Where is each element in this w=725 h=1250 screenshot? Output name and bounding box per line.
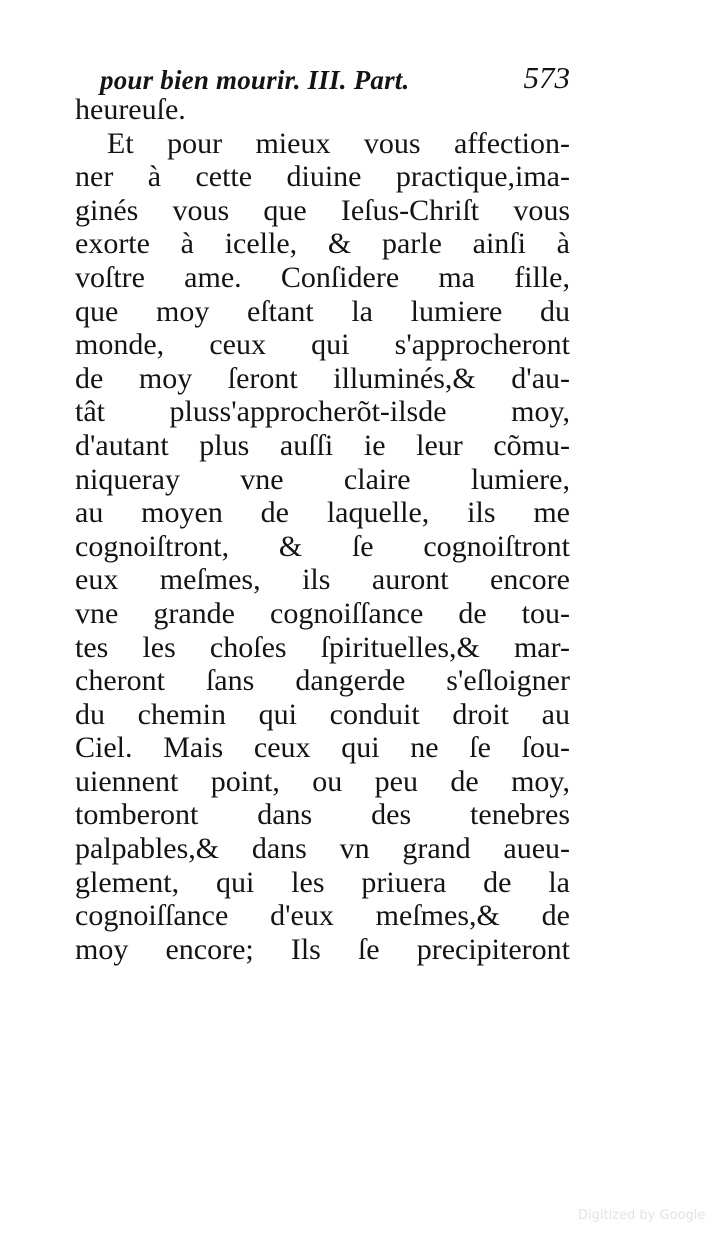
text-line: vne grande cognoiſſance de tou- <box>75 596 570 630</box>
text-line: cognoiſſance d'eux meſmes,& de <box>75 899 570 933</box>
text-line: du chemin qui conduit droit au <box>75 697 570 731</box>
text-line: Ciel. Mais ceux qui ne ſe ſou- <box>75 731 570 765</box>
text-line: ner à cette diuine practique,ima- <box>75 160 570 194</box>
text-line: ginés vous que Ieſus-Chriſt vous <box>75 193 570 227</box>
watermark: Digitized by Google <box>578 1208 706 1223</box>
running-title: pour bien mourir. III. Part. <box>100 65 410 95</box>
text-line: heureuſe. <box>75 93 186 126</box>
text-line: palpables,& dans vn grand aueu- <box>75 832 570 866</box>
running-head <box>100 46 570 96</box>
text-line: de moy ſeront illuminés,& d'au- <box>75 361 570 395</box>
text-line: monde, ceux qui s'approcheront <box>75 328 570 362</box>
text-line: au moyen de laquelle, ils me <box>75 496 570 530</box>
text-line: voſtre ame. Conſidere ma fille, <box>75 260 570 294</box>
text-line: niqueray vne claire lumiere, <box>75 462 570 496</box>
text-line: tes les choſes ſpirituelles,& mar- <box>75 630 570 664</box>
text-line: uiennent point, ou peu de moy, <box>75 764 570 798</box>
text-line: Et pour mieux vous affection- <box>107 126 570 160</box>
text-line: tomberont dans des tenebres <box>75 798 570 832</box>
text-line: cheront ſans dangerde s'eſloigner <box>75 664 570 698</box>
body-text <box>75 93 570 966</box>
text-line: tât pluss'approcherõt-ilsde moy, <box>75 395 570 429</box>
text-line: moy encore; Ils ſe precipiteront <box>75 932 570 966</box>
page-number: 573 <box>523 60 570 95</box>
text-line: glement, qui les priuera de la <box>75 865 570 899</box>
text-line: cognoiſtront, & ſe cognoiſtront <box>75 529 570 563</box>
text-line: eux meſmes, ils auront encore <box>75 563 570 597</box>
text-line: exorte à icelle, & parle ainſi à <box>75 227 570 261</box>
text-line: d'autant plus auſſi ie leur cõmu- <box>75 428 570 462</box>
text-line: que moy eſtant la lumiere du <box>75 294 570 328</box>
